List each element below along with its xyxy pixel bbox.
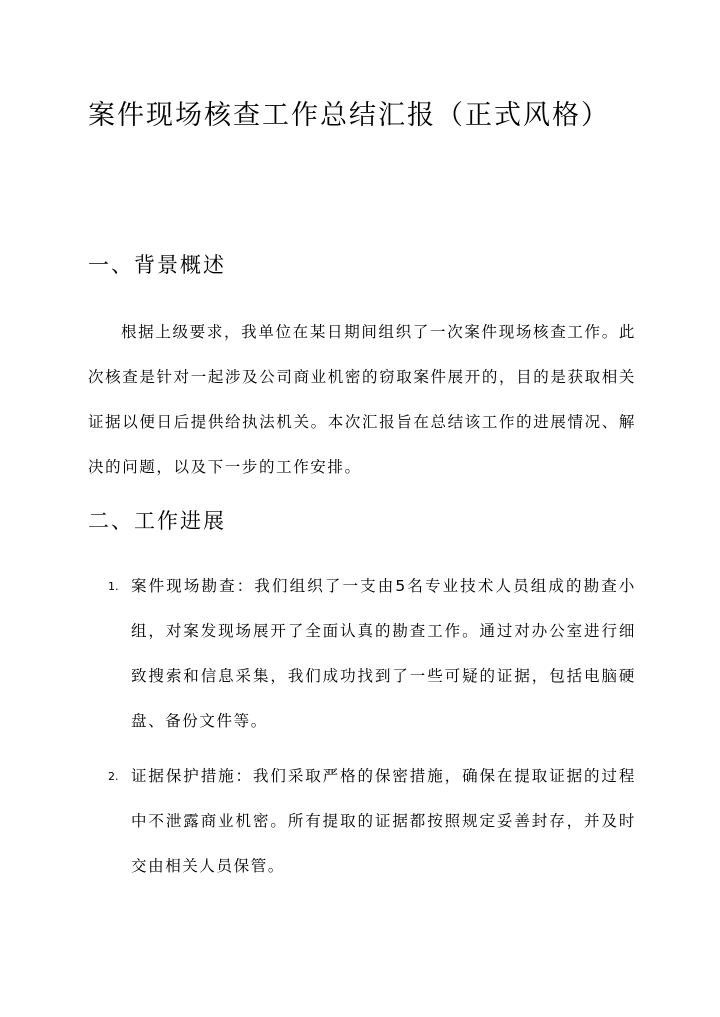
document-title: 案件现场核查工作总结汇报（正式风格） (88, 100, 610, 131)
section-heading-background: 一、背景概述 (88, 253, 226, 277)
list-item-number: 2. (108, 770, 119, 783)
list-item (88, 564, 636, 744)
background-paragraph: 根据上级要求，我单位在某日期间组织了一次案件现场核查工作。此次核查是针对一起涉及公司商业机密的窃取案件展开的，目的是获取相关证据以便日后提供给执法机关。本次汇报旨在总结该工作的进展情况、解决的问题，以及下一步的工作安排。 (88, 323, 636, 476)
section-heading-progress: 二、工作进展 (88, 509, 226, 533)
list-item-number: 1. (108, 580, 119, 593)
list-item (88, 754, 636, 889)
list-item-text: 案件现场勘查：我们组织了一支由5名专业技术人员组成的勘查小组，对案发现场展开了全面认真的勘查工作。通过对办公室进行细致搜索和信息采集，我们成功找到了一些可疑的证据，包括电脑硬盘、备份文件等。 (131, 577, 636, 730)
list-item-text: 证据保护措施：我们采取严格的保密措施，确保在提取证据的过程中不泄露商业机密。所有提取的证据都按照规定妥善封存，并及时交由相关人员保管。 (131, 767, 636, 875)
